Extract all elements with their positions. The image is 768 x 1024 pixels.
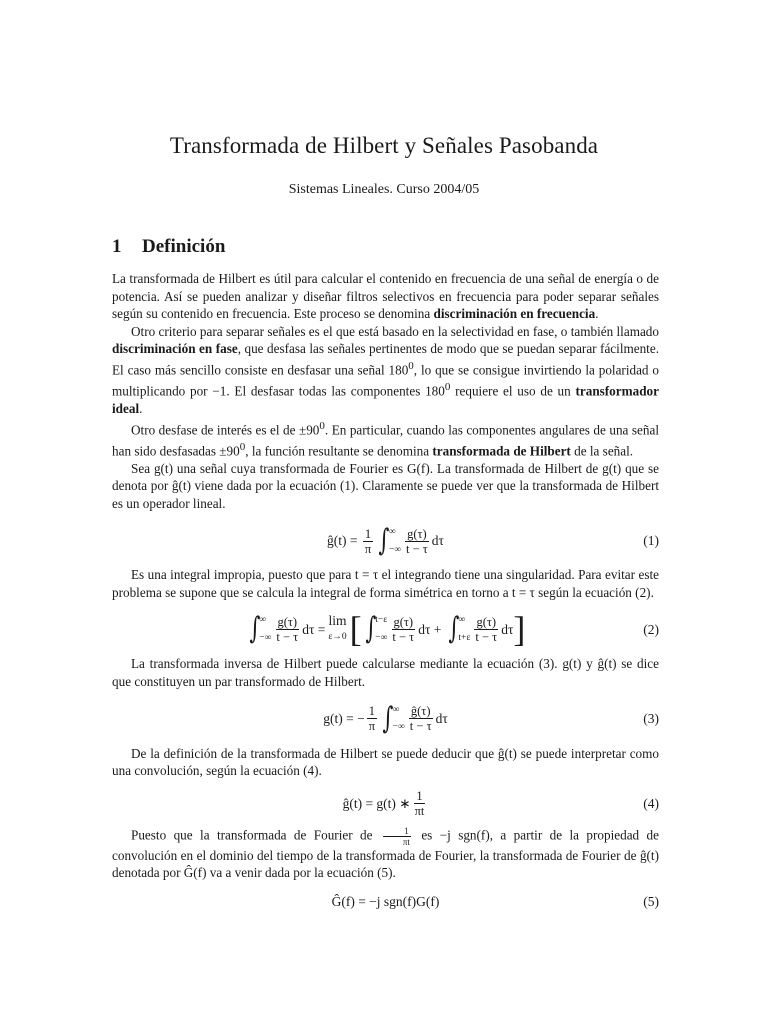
paragraph: Es una integral impropia, puesto que para t = τ el integrando tiene una singularidad. Para evitar este problema se supone que se calcula la integral de forma simétrica en torno a t = τ según la ecuación (2). xyxy=(112,567,659,600)
paragraph: Otro desfase de interés es el de $\pm 90^0$. En particular, cuando las componentes angulares de una señal han sido desfasadas $\pm 90^0$, la función resultante se denomina transformada de Hilbert de la señal. xyxy=(112,419,659,458)
paragraph: Puesto que la transformada de Fourier de $\frac{1}{\pi t}$ es −j sgn(f), a partir de la propiedad de convolución en el dominio del tiempo de la transformada de Fourier, la transformada de Fourier de ĝ(t) denotada por Ĝ(f) va a venir dada por la ecuación (5). xyxy=(112,825,659,881)
equation-1: ĝ(t) = $\frac{1}{\pi}$ ∫ ∞ −∞ $\frac{g(\tau)}{t - \tau}$ dτ (1) xyxy=(327,523,659,559)
paragraph: La transformada de Hilbert es útil para calcular el contenido en frecuencia de una señal de energía o de potencia. Así se pueden analizar y diseñar filtros selectivos en frecuencia para poder separar señales según su contenido en frecuencia. Este proceso se denomina discriminación en frecuencia. xyxy=(112,271,659,322)
paragraph: Otro criterio para separar señales es el que está basado en la selectividad en fase, o también llamado discriminación en fase, que desfasa las señales pertinentes de modo que se puedan separar fácilmente. El caso más sencillo consiste en desfasar una señal $180^0$, lo que se consigue invirtiendo la polaridad o multiplicando por −1. El desfasar todas las componentes $180^0$ requiere el uso de un transformador ideal. xyxy=(112,323,660,416)
equation-3: g(t) = − $\frac{1}{\pi}$ ∫ ∞ −∞ $\frac{ĝ(\tau)}{t - \tau}$ dτ (3) xyxy=(323,700,659,736)
section-title: Definición xyxy=(142,236,226,257)
equation-5: Ĝ(f) = −j sgn(f)G(f) (5) xyxy=(331,894,659,910)
equation-number: (2) xyxy=(643,621,659,637)
equation-number: (4) xyxy=(643,796,659,812)
document-title: Transformada de Hilbert y Señales Pasobanda xyxy=(169,133,599,158)
equation-number: (5) xyxy=(643,894,659,910)
equation-4: ĝ(t) = g(t) ∗ $\frac{1}{\pi t}$ (4) xyxy=(342,789,659,819)
document-subtitle: Sistemas Lineales. Curso 2004/05 xyxy=(288,182,480,197)
equation-2: ∫ ∞ −∞ $\frac{g(\tau)}{t - \tau}$ dτ = lim ε→0 [ ∫ t−ε −∞ $\frac{g(\tau)}{t - \tau}$ dτ + ∫ ∞ t+ε $\frac{g(\tau)}{t - \tau}$ dτ ] (2) xyxy=(248,609,659,650)
paragraph: Sea g(t) una señal cuya transformada de Fourier es G(f). La transformada de Hilbert de g(t) que se denota por ĝ(t) viene dada por la ecuación (1). Claramente se puede ver que la transformada de Hilbert es un operador lineal. xyxy=(112,460,659,511)
document-body xyxy=(112,270,659,920)
paragraph: De la definición de la transformada de Hilbert se puede deducir que ĝ(t) se puede interpretar como una convolución, según la ecuación (4). xyxy=(112,745,659,779)
section-number: 1 xyxy=(112,236,122,257)
section-heading xyxy=(112,236,225,258)
equation-number: (3) xyxy=(643,710,659,726)
equation-number: (1) xyxy=(643,533,659,549)
paragraph: La transformada inversa de Hilbert puede calcularse mediante la ecuación (3). g(t) y ĝ(t) se dice que constituyen un par transformado de Hilbert. xyxy=(112,656,659,690)
